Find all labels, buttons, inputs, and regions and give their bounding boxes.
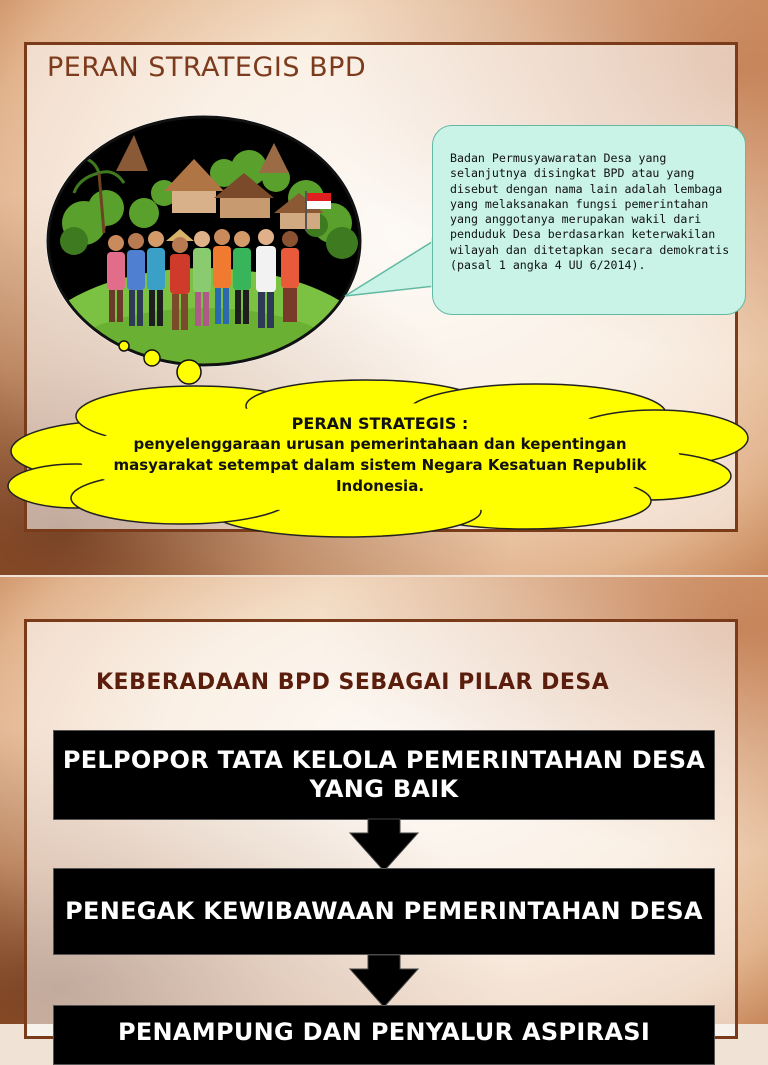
pillar-label: PENAMPUNG DAN PENYALUR ASPIRASI: [117, 1018, 651, 1046]
bpd-definition-callout: [432, 125, 746, 315]
strategic-role-heading: PERAN STRATEGIS :: [291, 414, 469, 433]
pillar-label: PENEGAK KEWIBAWAAN PEMERINTAHAN DESA: [65, 897, 703, 925]
pillar-box: [53, 1005, 715, 1065]
slide-title: KEBERADAAN BPD SEBAGAI PILAR DESA: [96, 670, 610, 695]
strategic-role-text: [100, 413, 660, 497]
strategic-role-body: penyelenggaraan urusan pemerintahaan dan kepentingan masyarakat setempat dalam sistem Negara Kesatuan Republik Indonesia.: [113, 435, 647, 495]
pillar-box: [53, 868, 715, 955]
slide-title: PERAN STRATEGIS BPD: [47, 52, 367, 83]
pillar-box: [53, 730, 715, 820]
bpd-definition-text: Badan Permusyawaratan Desa yang selanjutnya disingkat BPD atau yang disebut dengan nama lain adalah lembaga yang melaksanakan fungsi pemerintahan yang anggotanya merupakan wakil dari penduduk Desa berdasarkan keterwakilan wilayah dan ditetapkan secara demokratis (pasal 1 angka 4 UU 6/2014).: [450, 151, 730, 273]
pillar-label: PELPOPOR TATA KELOLA PEMERINTAHAN DESA YANG BAIK: [62, 746, 706, 803]
down-arrow: [348, 819, 420, 871]
callout-pointer: [345, 230, 445, 310]
down-arrow: [348, 955, 420, 1007]
slide-pilar-desa: [0, 577, 768, 1046]
